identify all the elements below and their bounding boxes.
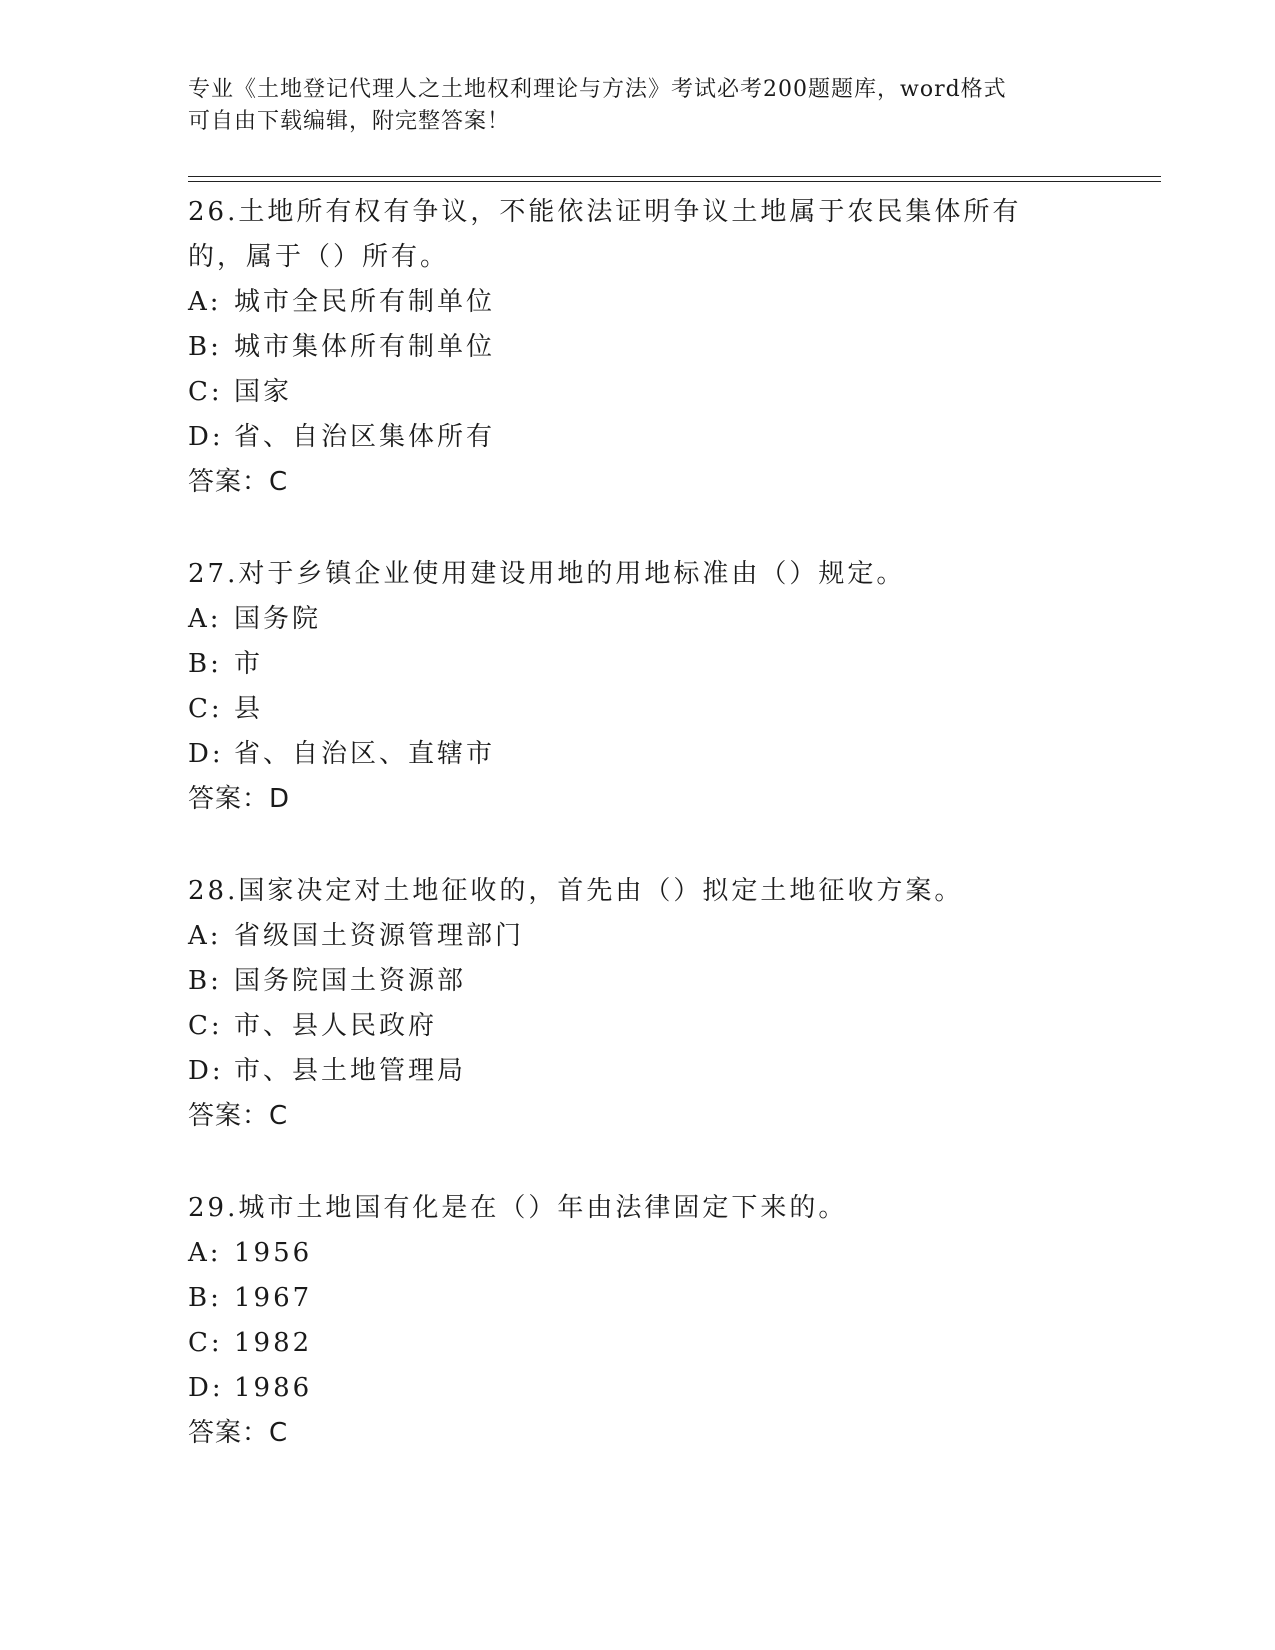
question-stem: 27.对于乡镇企业使用建设用地的用地标准由（）规定。 [188,559,906,589]
option-b [188,642,1148,687]
option-text: 1982 [234,1328,313,1358]
option-text: 1967 [234,1283,313,1313]
option-key: D: [188,1373,224,1403]
option-c [188,1004,1148,1049]
question-spacer [188,505,1148,552]
header-divider-top [188,176,1161,177]
option-d [188,1366,1148,1411]
option-b [188,325,1148,370]
option-c [188,1321,1148,1366]
option-text: 国务院 [234,604,322,634]
option-key: B: [188,649,222,679]
option-key: C: [188,1328,223,1358]
question-26 [188,190,1148,505]
option-d [188,1049,1148,1094]
question-spacer [188,1139,1148,1186]
option-text: 城市全民所有制单位 [234,287,496,317]
question-stem: 26.土地所有权有争议，不能依法证明争议土地属于农民集体所有的，属于（）所有。 [188,197,1022,272]
option-text: 省级国土资源管理部门 [234,921,525,951]
option-d [188,415,1148,460]
option-key: B: [188,966,222,996]
option-key: C: [188,694,223,724]
option-a [188,1231,1148,1276]
option-key: D: [188,422,224,452]
option-key: A: [188,287,222,317]
answer-label: 答案：D [188,784,291,814]
answer-label: 答案：C [188,1418,289,1448]
option-text: 国务院国土资源部 [234,966,467,996]
option-text: 县 [234,694,264,724]
question-stem: 29.城市土地国有化是在（）年由法律固定下来的。 [188,1193,848,1223]
option-key: C: [188,1011,223,1041]
option-text: 国家 [234,377,293,407]
option-text: 1986 [234,1373,313,1403]
option-text: 1956 [234,1238,313,1268]
option-text: 省、自治区、直辖市 [234,739,496,769]
option-key: B: [188,332,222,362]
question-29 [188,1186,1148,1456]
option-c [188,370,1148,415]
header-divider-bottom [188,181,1161,182]
option-text: 市 [234,649,264,679]
question-spacer [188,822,1148,869]
option-b [188,959,1148,1004]
option-d [188,732,1148,777]
option-text: 省、自治区集体所有 [234,422,496,452]
option-a [188,597,1148,642]
header-line-1: 专业《土地登记代理人之土地权利理论与方法》考试必考200题题库，word格式 [188,77,1007,102]
question-stem: 28.国家决定对土地征收的，首先由（）拟定土地征收方案。 [188,876,964,906]
option-key: B: [188,1283,222,1313]
option-text: 城市集体所有制单位 [234,332,496,362]
option-text: 市、县土地管理局 [234,1056,467,1086]
option-a [188,914,1148,959]
option-key: C: [188,377,223,407]
option-key: D: [188,1056,224,1086]
option-text: 市、县人民政府 [234,1011,438,1041]
question-28 [188,869,1148,1139]
document-header [188,74,1088,138]
option-key: A: [188,604,222,634]
question-list [188,190,1148,1456]
answer-label: 答案：C [188,1101,289,1131]
option-key: A: [188,1238,222,1268]
header-line-2: 可自由下载编辑，附完整答案！ [188,109,511,134]
answer-label: 答案：C [188,467,289,497]
question-27 [188,552,1148,822]
option-key: D: [188,739,224,769]
option-a [188,280,1148,325]
option-key: A: [188,921,222,951]
option-c [188,687,1148,732]
option-b [188,1276,1148,1321]
